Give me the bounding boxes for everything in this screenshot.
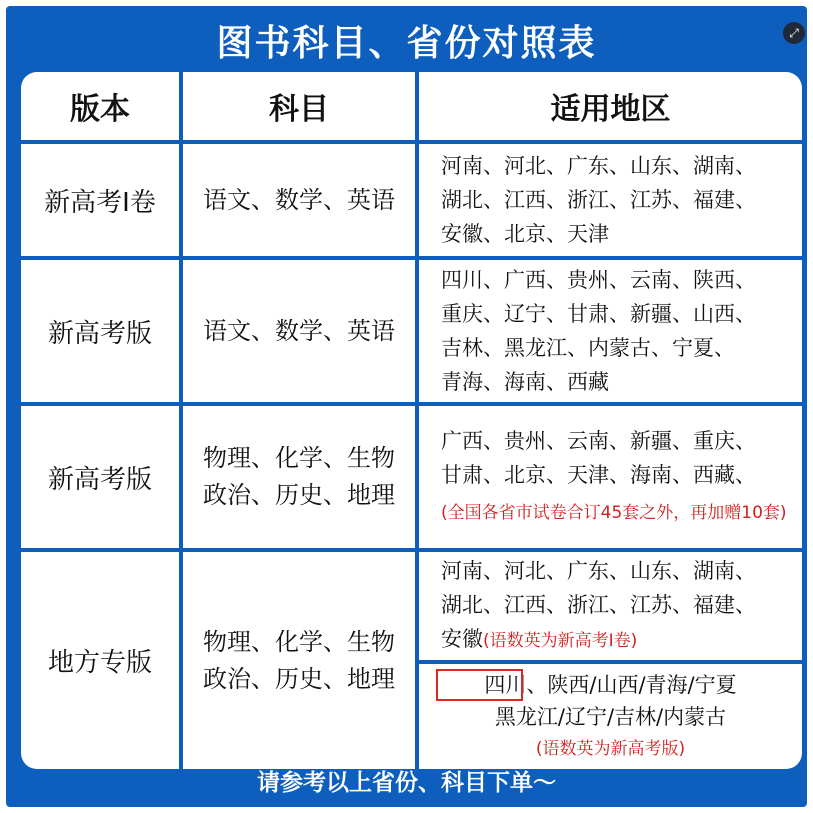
region-line: 安徽、北京、天津 (441, 222, 609, 246)
row4-regions-a (419, 552, 802, 660)
row2-regions (419, 260, 802, 402)
subject-line: 政治、历史、地理 (203, 664, 395, 693)
row3-subjects (183, 406, 415, 548)
divider (419, 660, 802, 664)
region-line: 吉林、黑龙江、内蒙古、宁夏、 (441, 336, 735, 360)
region-line (441, 622, 637, 658)
highlighted-region: 四川、 (484, 672, 548, 697)
divider (21, 140, 802, 144)
comparison-card (6, 6, 807, 807)
region-text: 安徽 (441, 627, 483, 651)
page-title: 图书科目、省份对照表 (216, 23, 597, 64)
row2-subjects (183, 260, 415, 402)
region-line: 湖北、江西、浙江、江苏、福建、 (441, 593, 756, 617)
row1-regions (419, 144, 802, 256)
subject-note: (语数英为新高考Ⅰ卷) (483, 631, 638, 651)
region-line: 重庆、辽宁、甘肃、新疆、山西、 (441, 302, 756, 326)
region-line: 广西、贵州、云南、新疆、重庆、 (441, 429, 756, 453)
subject-line: 语文、数学、英语 (203, 316, 395, 345)
comparison-table (21, 72, 802, 769)
expand-icon[interactable]: ⤢ (783, 22, 805, 44)
region-line: 河南、河北、广东、山东、湖南、 (441, 559, 756, 583)
divider (21, 402, 802, 406)
divider (179, 72, 183, 769)
row4-subjects (183, 552, 415, 769)
subject-note: (语数英为新高考版) (535, 738, 686, 759)
divider (21, 256, 802, 260)
subject-line: 物理、化学、生物 (203, 627, 395, 656)
region-line: 青海、海南、西藏 (441, 370, 609, 394)
region-line: 河南、河北、广东、山东、湖南、 (441, 154, 756, 178)
header-edition: 版本 (70, 92, 130, 127)
divider (21, 548, 802, 552)
gift-note: (全国各省市试卷合订45套之外，再加赠10套) (441, 503, 787, 523)
footer-note: 请参考以上省份、科目下单～ (257, 770, 556, 796)
subject-line: 物理、化学、生物 (203, 444, 395, 472)
region-line: 甘肃、北京、天津、海南、西藏、 (441, 463, 756, 487)
row4-edition: 地方专版 (47, 648, 152, 678)
row3-edition: 新高考版 (47, 464, 152, 495)
row2-edition: 新高考版 (47, 318, 152, 349)
header-regions: 适用地区 (550, 92, 671, 127)
region-line: 四川、广西、贵州、云南、陕西、 (441, 268, 756, 292)
highlight-box (436, 669, 523, 701)
row1-edition: 新高考Ⅰ卷 (44, 187, 156, 218)
subject-line: 政治、历史、地理 (203, 481, 395, 509)
divider (415, 72, 419, 769)
row1-subjects (183, 144, 415, 256)
subject-line: 语文、数学、英语 (203, 185, 395, 214)
region-line: 黑龙江/辽宁/吉林/内蒙古 (494, 704, 727, 729)
row3-regions (419, 406, 802, 548)
region-text: 陕西/山西/青海/宁夏 (547, 672, 737, 697)
region-line: 湖北、江西、浙江、江苏、福建、 (441, 188, 756, 212)
header-subjects: 科目 (269, 92, 329, 127)
